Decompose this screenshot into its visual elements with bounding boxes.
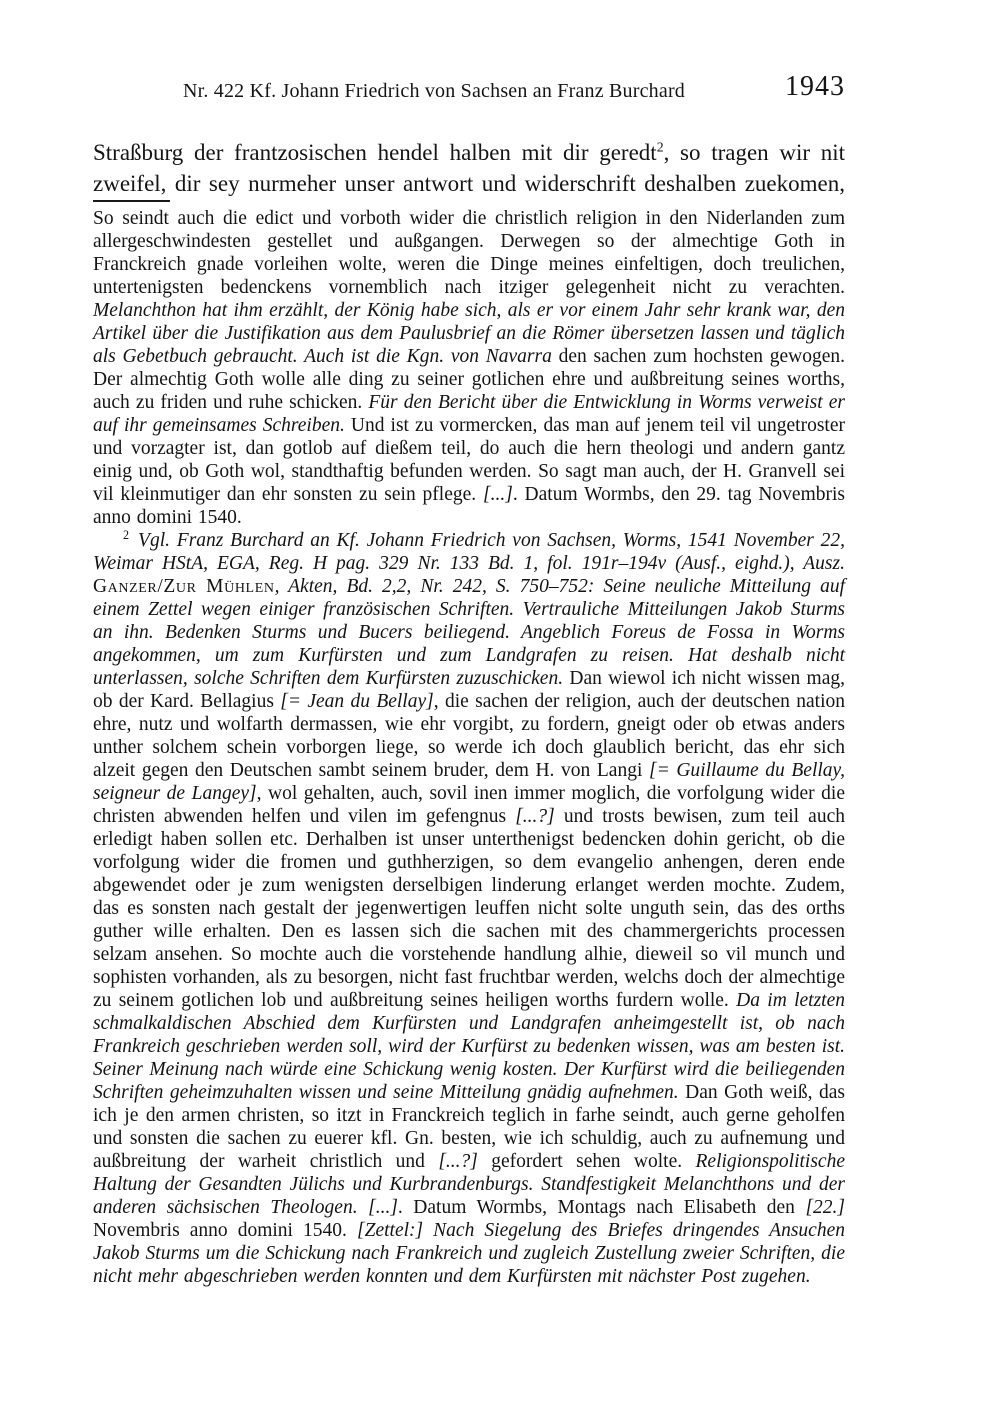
page-header [93,71,845,111]
text-run: gefordert sehen wolte. [477,1151,696,1172]
text-run: Und ist zu vormercken, das man auf jenem teil vil ungetroster und vorzagter ist, dan gotlob auf dießem teil, do auch die hern theologi und andern gantz einig und, ob Goth wol, standthaftig befunden werden. So sagt man auch, der H. Granvell sei vil kleinmutiger dan ehr sonsten zu sein pflege. [93,415,846,505]
text-run: [= Jean du Bellay] [280,691,434,712]
text-run: und trosts bewisen, zum teil auch erledigt haben sollen etc. Derhalben ist unser unterthenigst bedencken dohin gericht, ob die vorfolgung wider die fromen und guthherzigen, so dem evangelio anhengen, deren ende abgewendet oder je zum wenigsten derselbigen linderung erlanget werden mochte. Zudem, das es sonsten nach gestalt der jegenwertigen leuffen nicht solte unguth sein, das des orths guther wille erhalten. Den es lassen sich die sachen mit des chammergerichts processen selzam ansehen. So mochte auch die vorstehende handlung alhie, dieweil so vil munch und sophisten vorhanden, als zu besorgen, nicht fast fruchtbar werden, welchs doch der almechtige zu seinem gotlichen lob und außbreitung seines heiligen worths furdern wolle. [93,806,845,1011]
text-run: [22.] [805,1197,845,1218]
text-run: Novembris anno domini 1540. [93,1220,358,1241]
text-run: 2 [656,139,664,155]
text-run: Melanchthon hat ihm erzählt, der König habe sich, als er vor einem Jahr sehr krank war, den Artikel über die Justifikation aus dem Paulusbrief an die Römer übersetzen lassen und täglich als Gebetbuch gebraucht. Auch ist die Kgn. von Navarra [93,300,845,367]
text-run: Dan wiewol ich nicht wissen mag, ob der Kard. Bellagius [93,668,845,712]
footnote-1-continuation [93,207,845,529]
page-number: 1943 [785,71,845,102]
text-run: , so tragen wir nit zweifel, dir sey nurmeher unser antwort und widerschrift deshalben zuekomen, [93,140,845,196]
text-run: 2 [123,527,130,542]
text-run: , die sachen der religion, auch der deutschen nation ehre, nutz und wolfarth dermassen, wie ehr vorgibt, zu fordern, gneigt oder ob etwas anders unther solchem schein vorborgen liege, so werde ich doch glaublich bericht, das ehr sich alzeit gegen den Deutschen sambt seinem bruder, dem H. von Langi [93,691,846,781]
text-run: Da im letzten schmalkaldischen Abschied dem Kurfürsten und Landgrafen anheimgestellt ist, ob nach Frankreich geschrieben werden soll, wird der Kurfürst zu bedenken wissen, was am besten ist. Seiner Meinung nach würde eine Schickung wenig kosten. Der Kurfürst wird die beiliegenden Schriften geheimzuhalten wissen und seine Mitteilung gnädig aufnehmen. [93,990,845,1103]
text-run: Ganzer/Zur Mühlen [93,576,275,597]
running-head: Nr. 422 Kf. Johann Friedrich von Sachsen an Franz Burchard [182,80,686,102]
text-run: [...] [483,484,513,505]
footnote-block [93,207,845,1288]
letter-body-paragraph [93,137,845,199]
text-run: So seindt auch die edict und vorboth wider die christlich religion in den Niderlanden zum allergeschwindesten gestellet und außgangen. Derwegen so der almechtige Goth in Franckreich gnade vorleihen wolte, weren die Dinge meines einfeltigen, doch treulichen, untertenigsten bedenckens vornemblich nach itziger gelegenheit nicht zu verachten. [93,208,845,298]
text-run: [...?] [515,806,555,827]
text-run: [= Guillaume du Bellay, seigneur de Langey] [93,760,845,804]
footnote-separator-rule [93,200,170,202]
text-run: Vgl. Franz Burchard an Kf. Johann Friedrich von Sachsen, Worms, 1541 November 22, Weimar HStA, EGA, Reg. H pag. 329 Nr. 133 Bd. 1, fol. 191r–194v (Ausf., eighd.), Ausz. [93,530,845,574]
text-run: Für den Bericht über die Entwicklung in Worms verweist er auf ihr gemeinsames Schreiben. [93,392,845,436]
text-run: Religionspolitische Haltung der Gesandten Jülichs und Kurbrandenburgs. Standfestigkeit Melanchthons und der anderen sächsischen Theologen. [...] [93,1151,845,1218]
text-run: , wol gehalten, auch, sovil inen immer moglich, die vorfolgung wider die christen abwenden helfen und vilen im gefengnus [93,783,845,827]
text-run: . Datum Wormbs, den 29. tag Novembris anno domini 1540. [93,484,845,528]
text-run: den sachen zum hochsten gewogen. Der almechtig Goth wolle alle ding zu seiner gotlichen ehre und außbreitung seines worths, auch zu friden und ruhe schicken. [93,346,845,413]
text-run: . Datum Wormbs, Montags nach Elisabeth den [397,1197,806,1218]
text-run: [...?] [438,1151,478,1172]
text-run: , Akten, Bd. 2,2, Nr. 242, S. 750–752: Seine neuliche Mitteilung auf einem Zettel wegen einiger französischen Schriften. Vertrauliche Mitteilungen Jakob Sturms an ihn. Bedenken Sturms und Bucers beiliegend. Angeblich Foreus de Fossa in Worms angekommen, um zum Kurfürsten und zum Landgrafen zu reisen. Hat deshalb nicht unterlassen, solche Schriften dem Kurfürsten zuzuschicken. [93,576,846,689]
text-run: Straßburg der frantzosischen hendel halben mit dir geredt [93,140,657,165]
footnote-2 [93,529,845,1288]
text-run: Dan Goth weiß, das ich je den armen christen, so itzt in Franckreich teglich in farhe seindt, auch gerne geholfen und sonsten die sachen zu euerer kfl. Gn. besten, wie ich schuldig, auch zu aufnemung und außbreitung der warheit christlich und [93,1082,845,1172]
text-run: [Zettel:] Nach Siegelung des Briefes dringendes Ansuchen Jakob Sturms um die Schickung nach Frankreich und zugleich Zustellung zweier Schriften, die nicht mehr abgeschrieben werden konnten und dem Kurfürsten mit nächster Post zugehen. [93,1220,845,1287]
